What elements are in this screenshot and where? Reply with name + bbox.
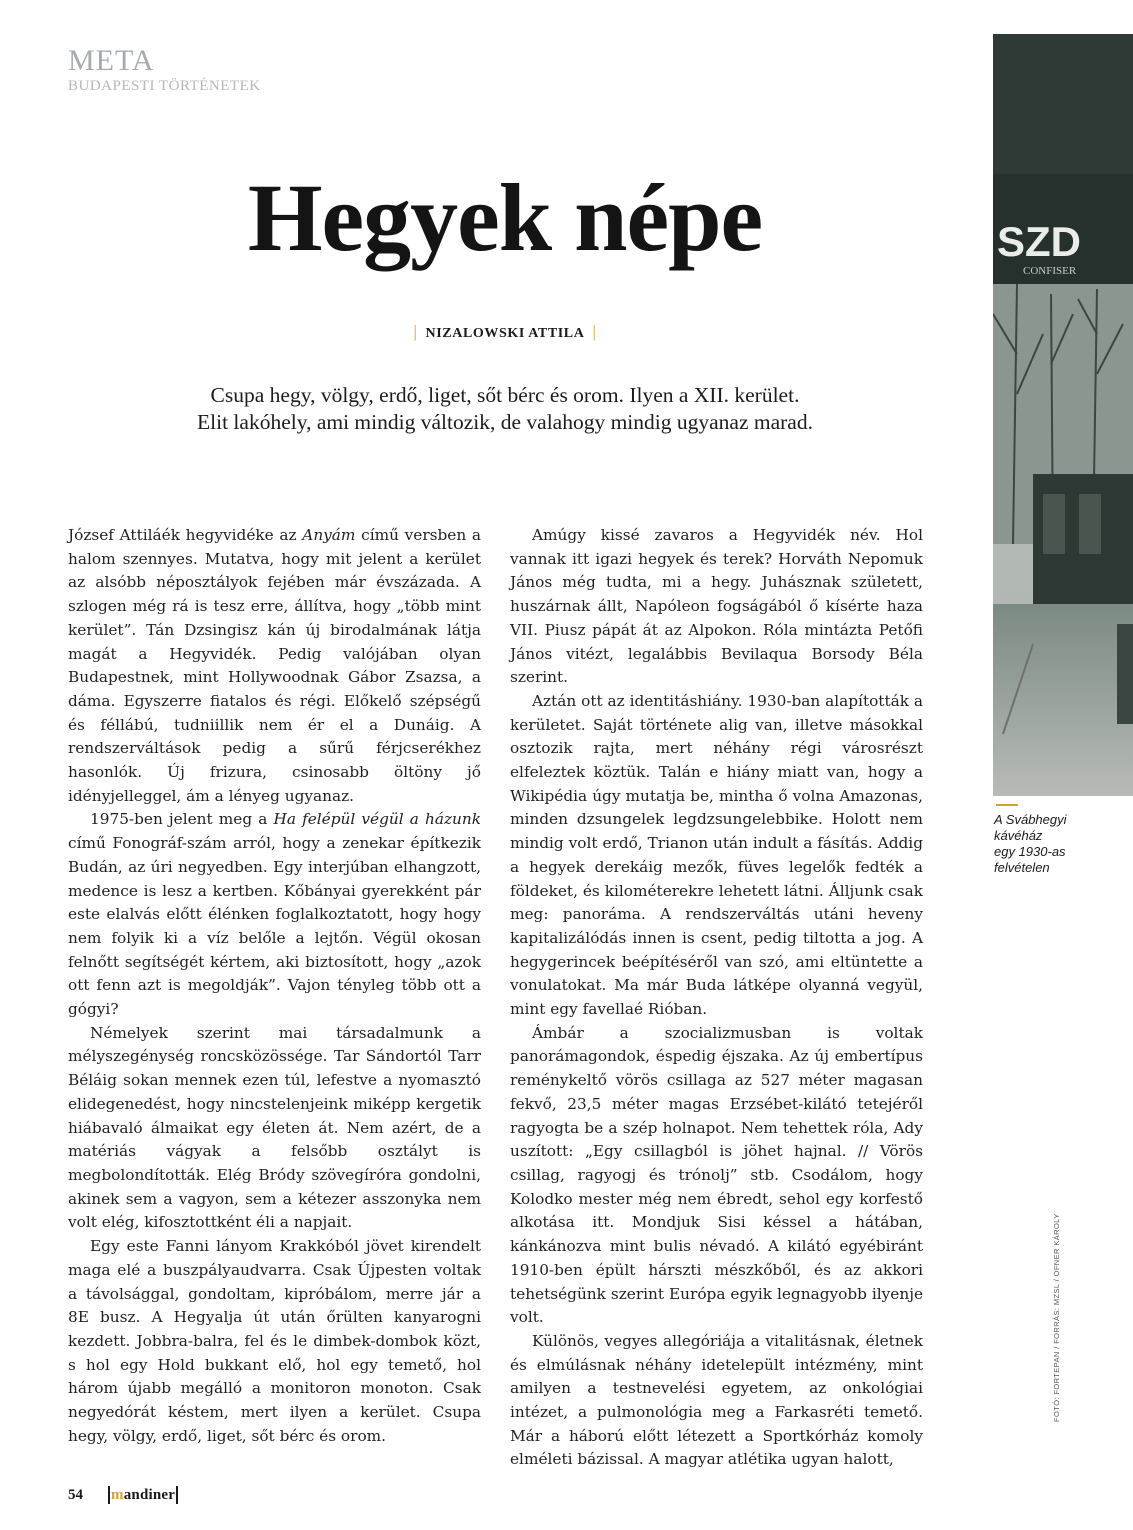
section-title: META [68, 44, 155, 77]
cafe-photo [993, 34, 1133, 796]
song-title: Ha felépül végül a házunk [273, 810, 481, 829]
brand-pipe-right [176, 1486, 178, 1504]
text-run: című versben a halom szennyes. Mutatva, hogy mit jelent a kerület az alsóbb néposztályok fejében már évszázada. A szlogen még rá is tesz erre, állítva, hogy „több mint kerület”. Tán Dzsingisz kán új birodalmának látja magát a Hegyvidék. Pedig valójában olyan Budapestnek, mint Hollywoodnak Gábor Zsazsa, a dáma. Egyszerre fiatalos és régi. Előkelő szépségű és féllábú, tudniillik nem ér el a Dunáig. A rendszerváltások pedig a sűrű férjcserékhez hasonlók. Új frizura, csinosabb öltöny jő idényjelleggel, ám a lényeg ugyanaz. [68, 526, 482, 805]
body-paragraph: Egy este Fanni lányom Krakkóból jövet kirendelt maga elé a buszpályaudvarra. Csak Újpesten voltak a távolsággal, gondoltam, kipróbálom, merre jár a 8E busz. A Hegyalja út után őrülten kanyarogni kezdett. Jobbra-balra, fel és le dimbek-dombok közt, s hol egy Hold bukkant elő, hol egy temető, hol három újabb megálló a monitoron monoton. Csak negyedórát késtem, mert ilyen a kerület. Csupa hegy, völgy, erdő, liget, sőt bérc és orom. [68, 1237, 481, 1445]
text-run: című Fonográf-szám arról, hogy a zenekar építkezik Budán, az úri negyedben. Egy interjúban elhangzott, medence is lesz a kertben. Kőbányai gyerekként pár este elalvás előtt élénken foglalkoztatott, hogy hogy nem folyik ki a víz belőle a lejtőn. Végül okosan felnőtt segítségét kértem, aki biztosított, hogy „azok ott fenn azt is megoldják”. Vajon tényleg több ott a gógyi? [68, 834, 481, 1019]
cafe-photo-illustration [993, 34, 1133, 796]
photo-credit: FOTÓ: FORTEPAN / FORRÁS: MZSL / OFNER KÁROLY [1052, 1213, 1061, 1422]
caption-line: felvételen [994, 860, 1050, 875]
body-paragraph: Ámbár a szocializmusban is voltak panorámagondok, éspedig éjszaka. Az új embertípus reménykeltő vörös csillaga az 527 méter magasan fekvő, 23,5 méter magas Erzsébet-kilátó tetejéről ragyogta be a szép holnapot. Nem tehettek róla, Ady uszított: „Egy csillagból is jöhet hajnal. // Vörös csillag, ragyogj és trónolj” stb. Csodálom, hogy Kolodko mester még nem ébredt, sehol egy korfestő alkotása itt. Mondjuk Sisi késsel a hátában, kánkánozva mint bulis névadó. A kilátó egyébiránt 1910-ben épült hárszti mészkőből, és az akkori tehetségünk szerint Európa egyik legnagyobb ilyenje volt. [510, 1023, 923, 1327]
photo-caption [994, 812, 1114, 876]
text-run: József Attiláék hegyvidéke az [68, 526, 303, 544]
section-subtitle: BUDAPESTI TÖRTÉNETEK [68, 78, 261, 94]
lead-paragraph [90, 382, 920, 436]
body-paragraph: Amúgy kissé zavaros a Hegyvidék név. Hol vannak itt igazi hegyek és terek? Horváth Nepomuk János még tudta, mi a hegy. Juhásznak született, huszárnak állt, Napóleon fogságából ő kísérte haza VII. Piusz pápát át az Alpokon. Róla mintázta Petőfi János vitézt, legalábbis Bevilaqua Borsody Béla szerint. [510, 526, 923, 687]
byline [90, 322, 920, 342]
caption-line: egy 1930-as [994, 844, 1066, 859]
section-label [68, 46, 261, 95]
byline-bar-left: | [413, 322, 418, 341]
body-paragraph: Aztán ott az identitáshiány. 1930-ban alapították a kerületet. Saját története alig van, illetve másokkal osztozik rajta, mert néhány régi városrészt elfeleztek köztük. Talán e hiány miatt van, hogy a Wikipédia úgy mutatja be, mintha ő volna Amazonas, minden dzsungelek legdzsungelebbike. Holott nem mindig volt erdő, Trianon után indult a fásítás. Addig a hegyek derekáig mezők, füves legelők fedték a földeket, és kilométerekre lehetett látni. Álljunk csak meg: panoráma. A rendszerváltás utáni heveny kapitalizálódás innen is csent, pedig tiltotta a jog. A hegygerincek beépítéséről van szó, ami eltüntette a vonulatokat. Ma már Buda látképe olyanná vegyül, mint egy favellaé Rióban. [510, 691, 923, 1019]
lead-line-1: Csupa hegy, völgy, erdő, liget, sőt bérc és orom. Ilyen a XII. kerület. [210, 383, 800, 407]
byline-bar-right: | [592, 322, 597, 341]
photo-sign-text: SZD [997, 218, 1081, 265]
article-column-left [68, 524, 481, 1448]
page-number: 54 [68, 1486, 83, 1503]
brand-rest: andiner [123, 1486, 176, 1503]
lead-line-2: Elit lakóhely, ami mindig változik, de valahogy mindig ugyanaz marad. [197, 410, 813, 434]
photo-sign-subtext: CONFISER [1023, 265, 1077, 277]
caption-rule [996, 804, 1018, 806]
body-paragraph [68, 808, 481, 1021]
poem-title: Anyám [302, 526, 356, 544]
brand-pipe-left [108, 1486, 110, 1504]
headline: Hegyek népe [247, 164, 763, 271]
body-paragraph: Némelyek szerint mai társadalmunk a mélyszegénység roncsközössége. Tar Sándortól Tarr Béláig sokan mennek ezen túl, lefestve a nyomasztó elidegenedést, hogy nincstelenjeink miképp kergetik hiábavaló álmaikat egy életen át. Nem azért, de a matériás vágyak a felsőbb osztályt is megbolondították. Elég Bródy szövegíróra gondolni, akinek sem a vagyon, sem a kétezer asszonyka nem volt elég, kifosztottként éli a napjait. [68, 1023, 481, 1232]
body-paragraph: Különös, vegyes allegóriája a vitalitásnak, életnek és elmúlásnak néhány idetelepült intézmény, mint amilyen a testnevelési egyetem, az onkológiai intézet, a pulmonológia meg a Farkasréti temető. Már a háború előtt létezett a Sportkórház komoly elméleti bázissal. A magyar atlétika ugyan halott, [510, 1331, 923, 1469]
text-run: 1975-ben jelent meg a [90, 810, 274, 829]
caption-line: kávéház [994, 828, 1043, 843]
article-column-right [510, 524, 923, 1472]
page-footer [68, 1486, 179, 1504]
brand-m: m [111, 1486, 124, 1503]
caption-line: A Svábhegyi [994, 812, 1067, 827]
body-paragraph [68, 524, 481, 808]
byline-author: NIZALOWSKI ATTILA [425, 326, 585, 341]
brand-logo [107, 1486, 179, 1504]
